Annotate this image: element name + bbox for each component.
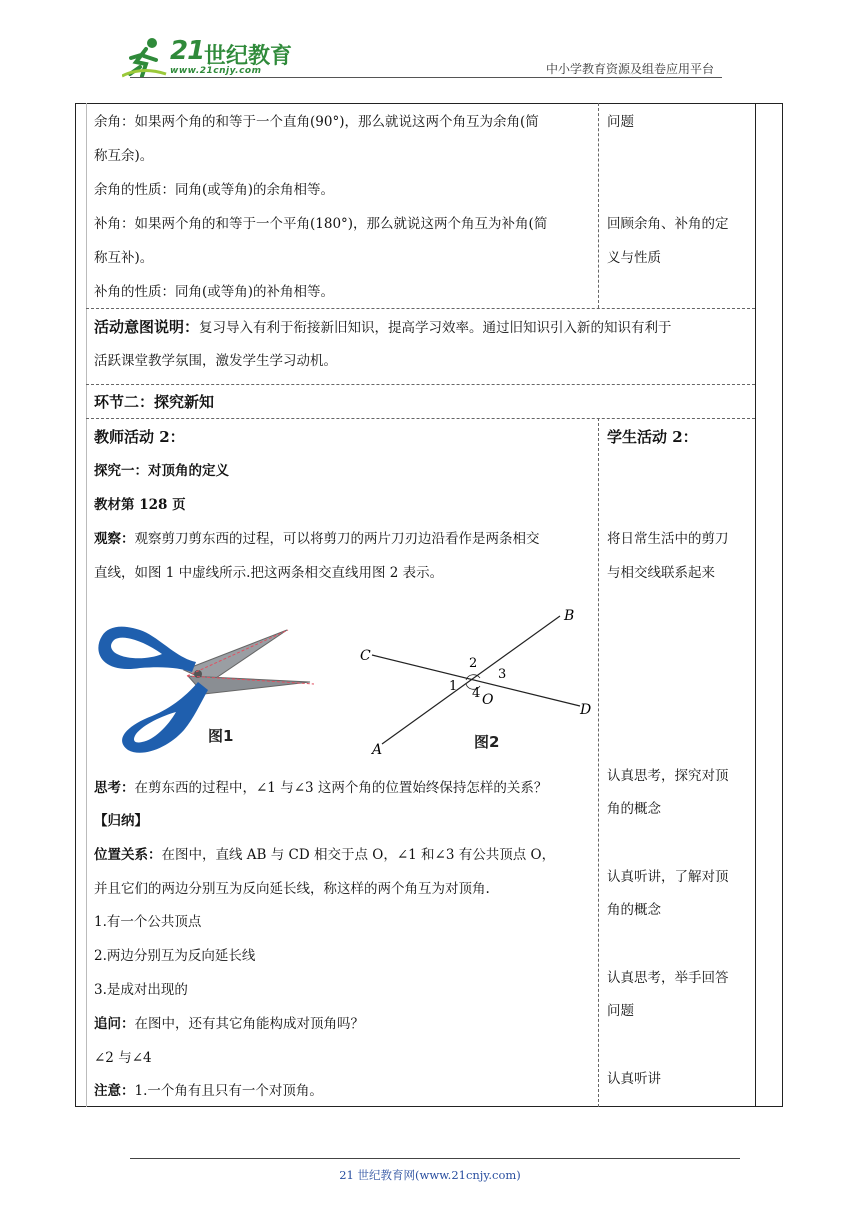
intent-label: 活动意图说明： [94,318,200,336]
table-right-inner-border [755,103,756,1107]
angle-2-label: 2 [469,656,478,671]
complement-property: 余角的性质：同角(或等角)的余角相等。 [94,182,335,198]
scissors-figure [92,612,324,757]
point-D-label: D [580,702,592,718]
position-line1 [94,845,555,865]
think-label: 思考： [94,780,135,796]
note-line [94,1081,323,1101]
section-title: 环节二：探究新知 [94,393,215,411]
point-item-3: 3.是成对出现的 [94,982,188,998]
angle-3-label: 3 [498,667,507,682]
note-text: 1.一个角有且只有一个对顶角。 [134,1083,323,1099]
student-think-line1: 认真思考，探究对顶 [607,768,729,784]
position-text-line2: 并且它们的两边分别互为反向延长线，称这样的两个角互为对顶角. [94,881,490,897]
student-connect-line2: 与相交线联系起来 [607,565,715,581]
column-divider-bottom [598,418,599,1107]
student-connect-line1: 将日常生活中的剪刀 [607,531,729,547]
note-label: 注意： [94,1083,135,1099]
figure2-caption: 图2 [474,733,500,751]
header-platform-text: 中小学教育资源及组卷应用平台 [545,62,714,76]
student-listen-line1: 认真听讲，了解对顶 [607,869,729,885]
intersecting-lines-figure [352,600,600,755]
line-AB [382,616,560,744]
logo [122,36,292,80]
ask-answer: ∠2 与∠4 [94,1050,152,1066]
complement-definition-line1: 余角：如果两个角的和等于一个直角(90°)，那么就说这两个角互为余角(简 [94,114,539,130]
angle-4-label: 4 [472,686,481,701]
student-activity-title: 学生活动 2： [607,428,698,446]
teacher-activity-title: 教师活动 2： [94,428,185,446]
point-O-label: O [482,692,494,708]
runner-logo-icon [122,36,168,80]
column-divider-top [598,103,599,308]
row-divider [86,384,755,385]
textbook-page: 教材第 128 页 [94,497,186,513]
position-label: 位置关系： [94,847,162,863]
observe-text-line1: 观察剪刀剪东西的过程，可以将剪刀的两片刀刃边沿看作是两条相交 [134,531,540,547]
header-divider [130,77,722,78]
row-divider [86,418,755,419]
complement-definition-line2: 称互余)。 [94,148,154,164]
ask-text: 在图中，还有其它角能构成对顶角吗？ [134,1016,364,1032]
logo-number: 21 [170,36,205,66]
intent-text-line1: 复习导入有利于衔接新旧知识，提高学习效率。通过旧知识引入新的知识有利于 [199,320,672,336]
logo-text: 世纪教育 [204,44,293,69]
think-text: 在剪东西的过程中，∠1 与∠3 这两个角的位置始终保持怎样的关系？ [134,780,548,796]
intent-text-line2: 活跃课堂教学氛围，激发学生学习动机。 [94,353,337,369]
point-item-2: 2.两边分别互为反向延长线 [94,948,256,964]
student-note-question: 问题 [607,114,634,130]
supplement-definition-line1: 补角：如果两个角的和等于一个平角(180°)，那么就说这两个角互为补角(简 [94,216,548,232]
observe-line1 [94,529,540,549]
observe-label: 观察： [94,531,135,547]
student-answer-line1: 认真思考，举手回答 [607,970,729,986]
student-listen-final: 认真听讲 [607,1071,661,1087]
angle-1-label: 1 [449,679,458,694]
point-C-label: C [360,648,371,664]
think-line [94,778,547,798]
ask-label: 追问： [94,1016,135,1032]
summary-label: 【归纳】 [94,813,148,829]
footer-link[interactable]: 21 世纪教育网(www.21cnjy.com) [339,1168,521,1182]
ask-line [94,1014,364,1034]
student-answer-line2: 问题 [607,1003,634,1019]
student-note-review-line1: 回顾余角、补角的定 [607,216,729,232]
table-left-inner-border [86,103,87,1107]
figure1-caption: 图1 [208,727,234,745]
lower-handle [122,682,208,753]
supplement-definition-line2: 称互补)。 [94,250,154,266]
explore-title: 探究一：对顶角的定义 [94,463,229,479]
intent-line1 [94,317,672,338]
supplement-property: 补角的性质：同角(或等角)的补角相等。 [94,284,335,300]
point-B-label: B [564,608,575,624]
student-listen-line2: 角的概念 [607,902,661,918]
footer-divider [130,1158,740,1159]
point-A-label: A [372,742,383,755]
student-think-line2: 角的概念 [607,801,661,817]
row-divider [86,308,755,309]
upper-handle [98,627,196,672]
student-note-review-line2: 义与性质 [607,250,661,266]
position-text-line1: 在图中，直线 AB 与 CD 相交于点 O，∠1 和∠3 有公共顶点 O， [161,847,556,863]
observe-text-line2: 直线，如图 1 中虚线所示.把这两条相交直线用图 2 表示。 [94,565,444,581]
logo-url: www.21cnjy.com [170,66,262,76]
point-item-1: 1.有一个公共顶点 [94,914,202,930]
